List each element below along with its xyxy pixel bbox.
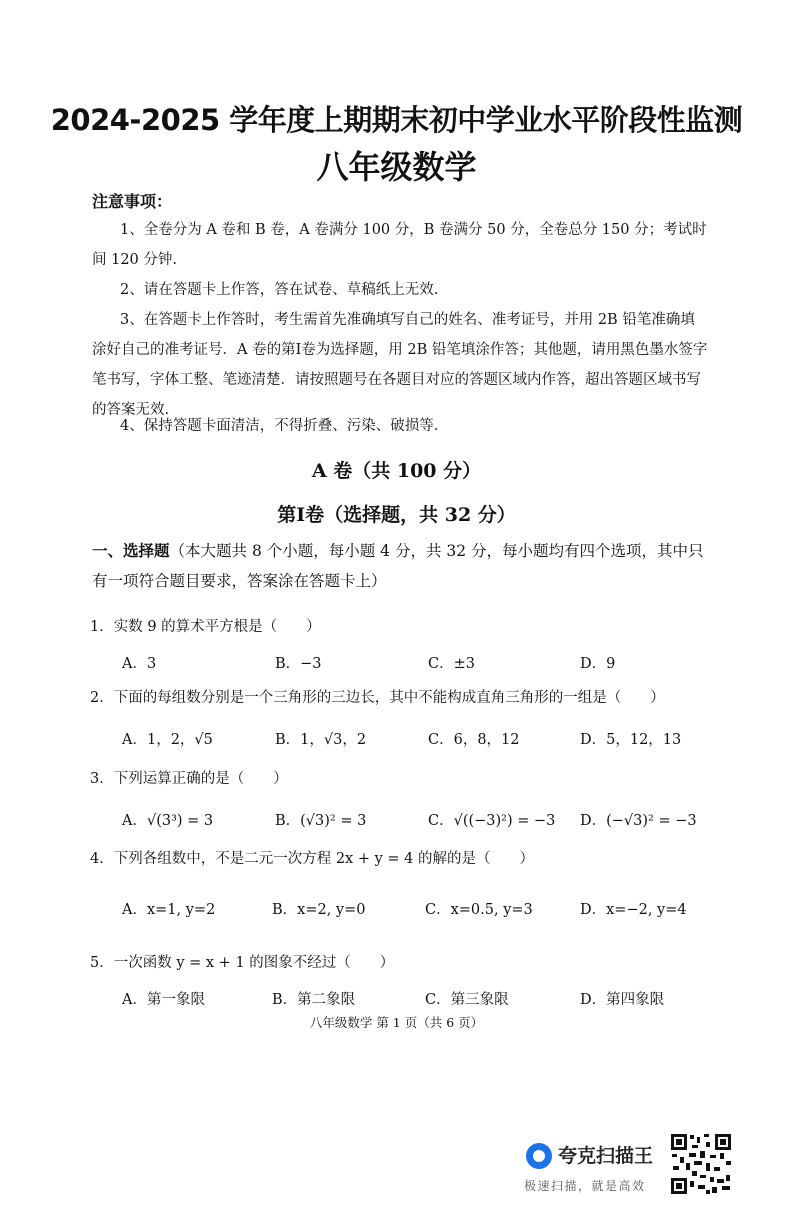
question-5-option-a: A．第一象限 [122, 992, 205, 1008]
scanner-slogan: 极速扫描，就是高效 [524, 1179, 646, 1193]
question-1-option-d: D．9 [580, 656, 616, 672]
question-2-option-c: C．6，8，12 [428, 732, 520, 748]
question-4-option-d: D．x=−2, y=4 [580, 902, 687, 918]
question-5-option-b: B．第二象限 [272, 992, 356, 1008]
question-1-option-a: A．3 [122, 656, 157, 672]
question-5-option-c: C．第三象限 [425, 992, 509, 1008]
scanner-logo-icon [526, 1143, 552, 1169]
question-3-option-b: B．(√3)² = 3 [275, 813, 367, 829]
exam-title: 2024-2025 学年度上期期末初中学业水平阶段性监测 [50, 103, 743, 137]
question-4-option-c: C．x=0.5, y=3 [425, 902, 533, 918]
note-item-4: 4、保持答题卡面清洁，不得折叠、污染、破损等. [120, 418, 439, 434]
question-3-option-d: D．(−√3)² = −3 [580, 813, 697, 829]
section-a-heading: A 卷（共 100 分） [311, 460, 482, 482]
notes-heading: 注意事项： [92, 192, 173, 211]
scanner-name: 夸克扫描王 [558, 1145, 654, 1167]
question-4-option-a: A．x=1, y=2 [122, 902, 216, 918]
question-5-option-d: D．第四象限 [580, 992, 665, 1008]
question-2-stem: 2．下面的每组数分别是一个三角形的三边长，其中不能构成直角三角形的一组是（ ） [90, 690, 665, 706]
question-5-stem: 5．一次函数 y = x + 1 的图象不经过（ ） [90, 955, 395, 971]
scanner-watermark [522, 1137, 664, 1197]
question-1-option-c: C．±3 [428, 656, 475, 672]
question-3-option-c: C．√((−3)²) = −3 [428, 813, 556, 829]
question-2-option-d: D．5，12，13 [580, 732, 682, 748]
question-1-stem: 1．实数 9 的算术平方根是（ ） [90, 619, 321, 635]
note-item-1: 1、全卷分为 A 卷和 B 卷，A 卷满分 100 分，B 卷满分 50 分，全卷总分 150 分；考试时间 120 分钟. [92, 222, 707, 268]
question-3-stem: 3．下列运算正确的是（ ） [90, 771, 288, 787]
question-4-stem: 4．下列各组数中，不是二元一次方程 2x + y = 4 的解的是（ ） [90, 851, 534, 867]
note-item-2: 2、请在答题卡上作答，答在试卷、草稿纸上无效. [120, 282, 439, 298]
question-4-option-b: B．x=2, y=0 [272, 902, 366, 918]
note-item-3: 3、在答题卡上作答时，考生需首先准确填写自己的姓名、准考证号，并用 2B 铅笔准确填涂好自己的准考证号．A 卷的第Ⅰ卷为选择题，用 2B 铅笔填涂作答；其他题，请用黑色墨水签字笔书写，字体工整、笔迹清楚．请按照题号在各题目对应的答题区域内作答，超出答题区域书写的答案无效. [92, 312, 708, 418]
question-1-option-b: B．−3 [275, 656, 322, 672]
qr-code-icon [670, 1133, 732, 1195]
question-2-option-a: A．1，2，√5 [122, 732, 213, 748]
exam-subject: 八年级数学 [316, 148, 477, 186]
part-1-intro: 一、选择题（本大题共 8 个小题，每小题 4 分，共 32 分，每小题均有四个选项，其中只有一项符合题目要求，答案涂在答题卡上） [92, 542, 704, 590]
page-footer: 八年级数学 第 1 页（共 6 页） [309, 1015, 484, 1030]
question-2-option-b: B．1，√3，2 [275, 732, 367, 748]
part-1-heading: 第Ⅰ卷（选择题，共 32 分） [277, 504, 516, 526]
question-3-option-a: A．√(3³) = 3 [122, 813, 214, 829]
